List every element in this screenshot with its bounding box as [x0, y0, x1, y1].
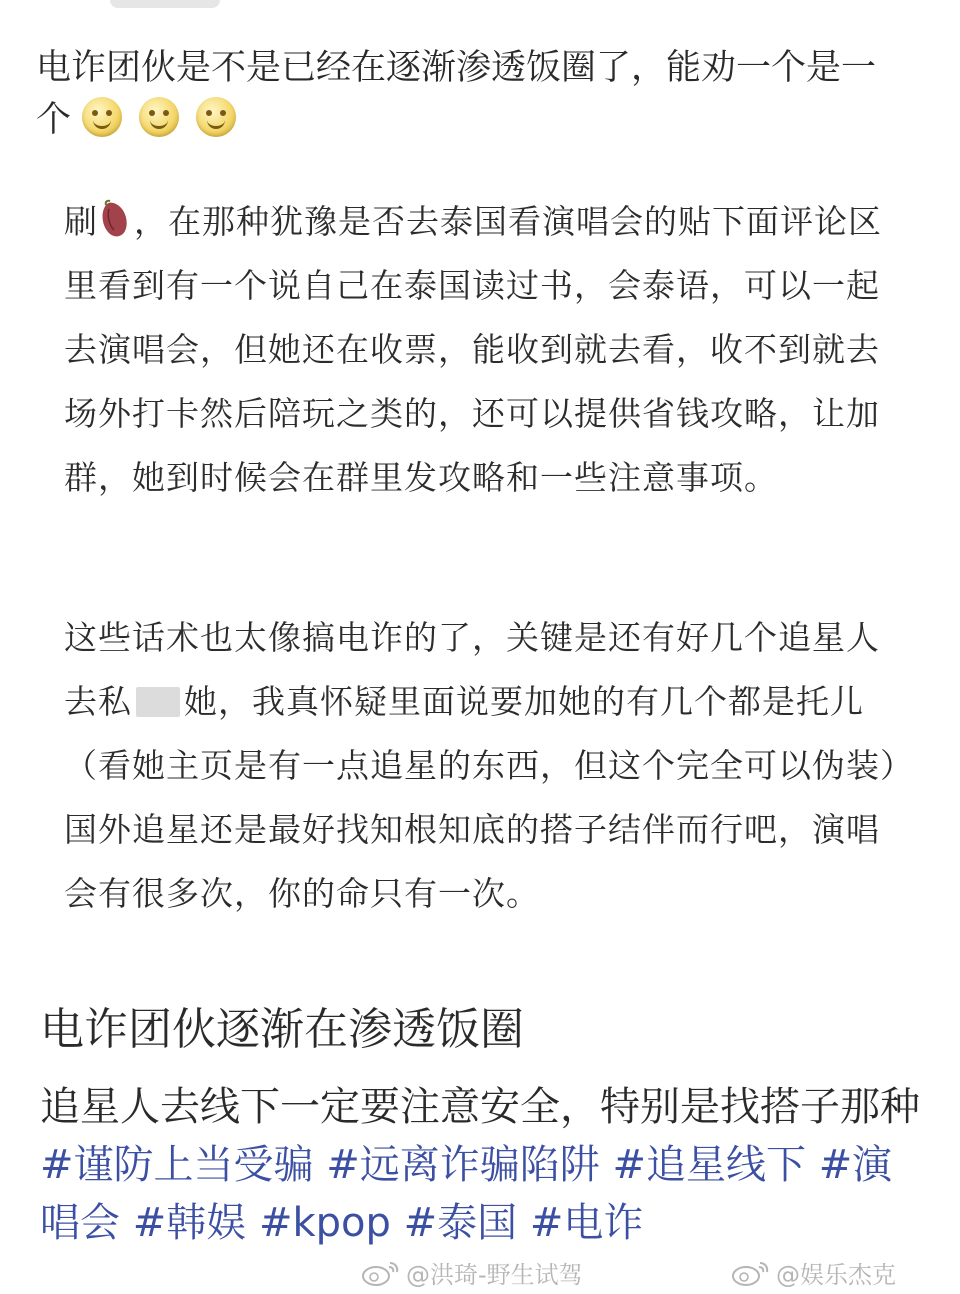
watermark-left-text: @洪琦-野生试驾: [406, 1261, 583, 1289]
watermark-right-text: @娱乐杰克: [776, 1261, 896, 1289]
top-edge-shadow: [110, 0, 220, 8]
post-headline: 电诈团伙逐渐在渗透饭圈: [40, 1004, 524, 1055]
smile-face-icon: [196, 97, 236, 137]
hashtag-link[interactable]: #泰国: [403, 1200, 518, 1246]
quote-p2-after: 她，我真怀疑里面说要加她的有几个都是托儿（看她主页是有一点追星的东西，但这个完全可以伪装）国外追星还是最好找知根知底的搭子结伴而行吧，演唱会有很多次，你的命只有一次。: [64, 682, 898, 913]
hashtag-link[interactable]: #追星线下: [612, 1142, 806, 1188]
hashtag-link[interactable]: #电诈: [529, 1200, 644, 1246]
intro-line-2: 个: [36, 100, 72, 140]
intro-line-1: 电诈团伙是不是已经在逐渐渗透饭圈了，能劝一个是一: [36, 48, 877, 88]
weibo-logo-icon: [730, 1259, 770, 1287]
hashtag-link[interactable]: #谨防上当受骗: [40, 1142, 314, 1188]
hashtag-link[interactable]: #远离诈骗陷阱: [326, 1142, 600, 1188]
smile-face-icon: [139, 97, 179, 137]
post-body-text: 追星人去线下一定要注意安全，特别是找搭子那种: [40, 1084, 920, 1130]
quote-p1-lead: 刷: [64, 202, 98, 241]
quote-p2-before: 这些话术也太像搞电诈的了，关键是还有好几个追星人去私: [64, 618, 880, 721]
sweet-potato-icon: [98, 199, 132, 239]
post-body: [40, 1078, 930, 1252]
smile-face-icon: [82, 97, 122, 137]
intro-text: [36, 42, 916, 146]
weibo-logo-icon: [360, 1259, 400, 1287]
watermark-right: [730, 1255, 896, 1290]
watermark-left: [360, 1255, 583, 1290]
hashtag-link[interactable]: #kpop: [258, 1200, 391, 1246]
quote-paragraph-1: [64, 190, 904, 510]
hashtag-link[interactable]: #韩娱: [132, 1200, 247, 1246]
quote-paragraph-2: [64, 606, 904, 926]
hashtag-link[interactable]: #演唱会: [40, 1142, 893, 1246]
redacted-block: [136, 687, 180, 717]
quote-p1-rest: ，在那种犹豫是否去泰国看演唱会的贴下面评论区里看到有一个说自己在泰国读过书，会泰语，可以一起去演唱会，但她还在收票，能收到就去看，收不到就去场外打卡然后陪玩之类的，还可以提供省钱攻略，让加群，她到时候会在群里发攻略和一些注意事项。: [64, 202, 882, 497]
